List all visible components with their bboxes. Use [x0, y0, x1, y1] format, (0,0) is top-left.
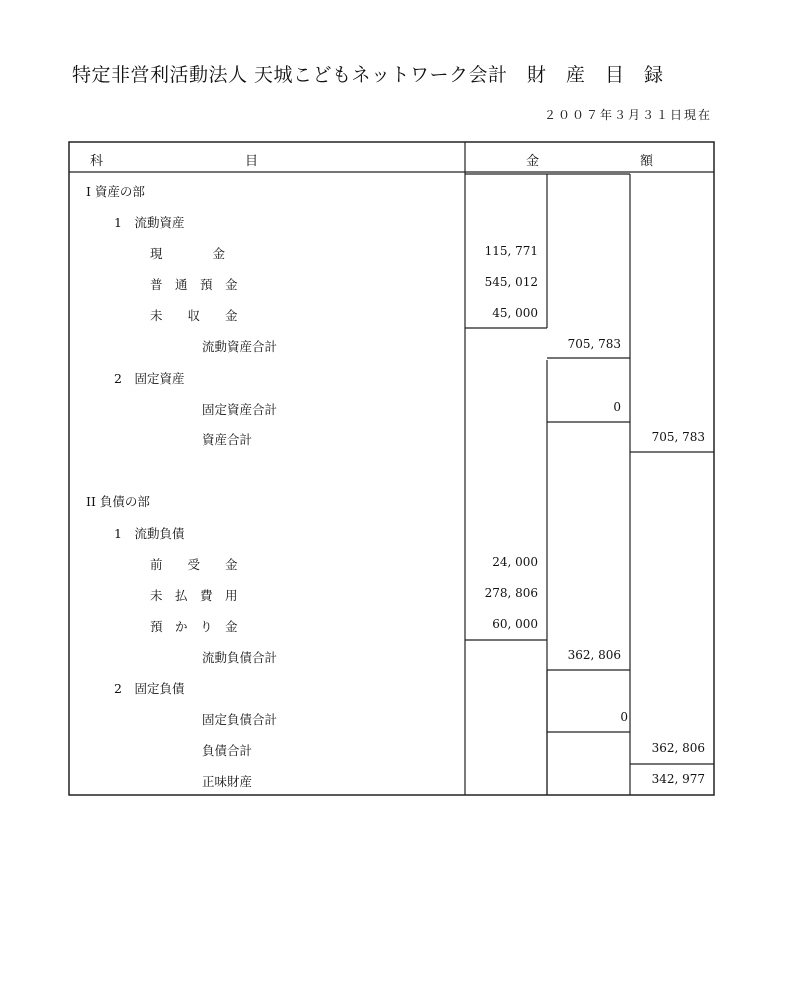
- fixed-liabilities-label: 2 固定負債: [114, 681, 185, 696]
- header-gaku: 額: [640, 154, 654, 169]
- current-assets-total-value: 705, 783: [567, 337, 621, 351]
- cash-label: 現 金: [150, 246, 226, 261]
- unpaid-expenses-value: 278, 806: [484, 586, 538, 600]
- fixed-assets-total-label: 固定資産合計: [202, 402, 278, 417]
- receivable-label: 未 収 金: [150, 308, 238, 323]
- deposit-label: 普 通 預 金: [150, 277, 238, 292]
- current-liabilities-total-label: 流動負債合計: [202, 650, 278, 665]
- assets-section-label: I 資産の部: [86, 184, 145, 199]
- net-assets-label: 正味財産: [202, 774, 253, 789]
- advance-value: 24, 000: [492, 555, 538, 569]
- current-assets-total-label: 流動資産合計: [202, 339, 278, 354]
- document-title: 特定非営利活動法人 天城こどもネットワーク会計 財 産 目 録: [72, 64, 664, 86]
- net-assets-value: 342, 977: [651, 772, 705, 786]
- fixed-liabilities-total-value: 0: [620, 710, 628, 724]
- current-assets-label: 1 流動資産: [114, 215, 185, 230]
- fixed-assets-total-value: 0: [613, 400, 621, 414]
- advance-label: 前 受 金: [150, 557, 238, 572]
- deposits-received-value: 60, 000: [492, 617, 538, 631]
- liabilities-section-label: II 負債の部: [86, 494, 150, 509]
- header-moku: 目: [245, 154, 259, 169]
- liabilities-total-label: 負債合計: [202, 743, 253, 758]
- cash-value: 115, 771: [484, 244, 538, 258]
- deposit-value: 545, 012: [484, 275, 538, 289]
- header-kin: 金: [526, 154, 540, 169]
- assets-total-value: 705, 783: [651, 430, 705, 444]
- as-of-date: ２００７年３月３１日現在: [543, 108, 712, 122]
- deposits-received-label: 預 か り 金: [150, 619, 238, 634]
- liabilities-total-value: 362, 806: [651, 741, 705, 755]
- current-liabilities-total-value: 362, 806: [567, 648, 621, 662]
- fixed-liabilities-total-label: 固定負債合計: [202, 712, 278, 727]
- receivable-value: 45, 000: [492, 306, 538, 320]
- fixed-assets-label: 2 固定資産: [114, 371, 185, 386]
- header-kamoku: 科: [90, 154, 104, 169]
- current-liabilities-label: 1 流動負債: [114, 526, 185, 541]
- table-border: [69, 142, 714, 795]
- assets-total-label: 資産合計: [202, 432, 253, 447]
- unpaid-expenses-label: 未 払 費 用: [150, 588, 238, 603]
